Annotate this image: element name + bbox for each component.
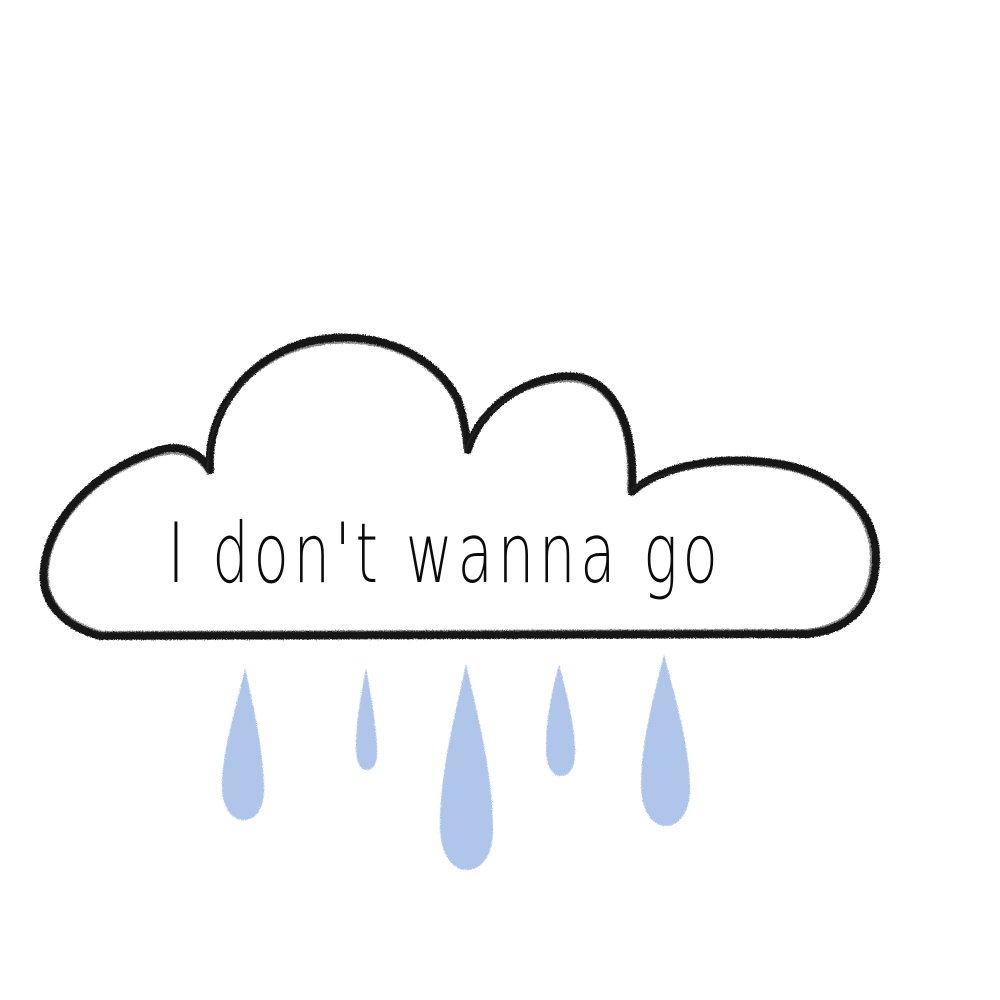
raindrop (222, 668, 264, 820)
raindrop (641, 654, 690, 826)
raindrop (546, 664, 575, 776)
cloud-caption: I don't wanna go (167, 505, 723, 602)
raindrop (440, 664, 493, 870)
raindrop (356, 668, 377, 770)
raindrops (222, 654, 690, 870)
